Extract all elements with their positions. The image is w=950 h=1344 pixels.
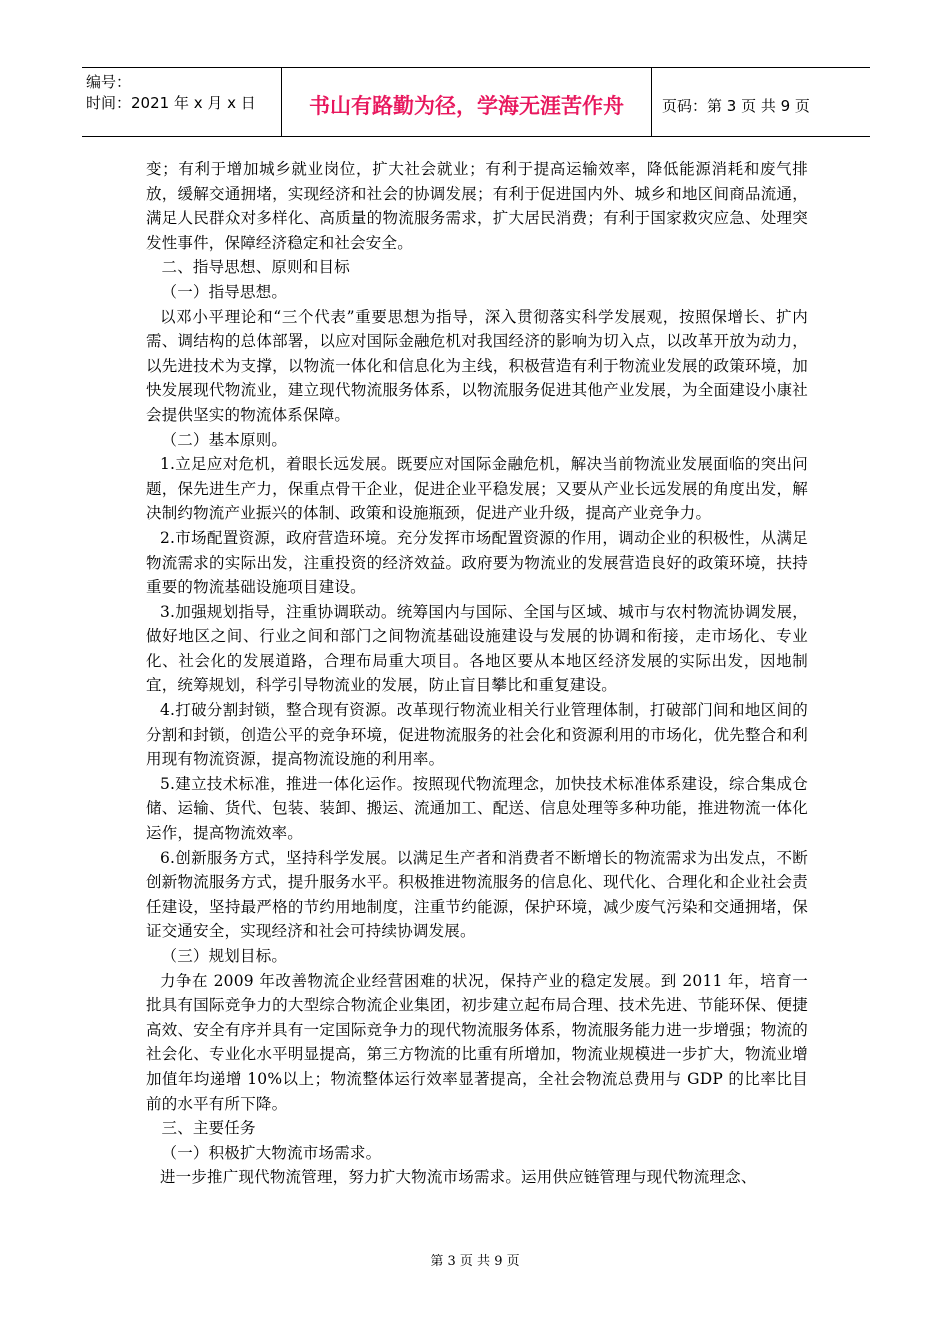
subsection-heading: （三）规划目标。 bbox=[161, 947, 288, 965]
page-footer: 第 3 页 共 9 页 bbox=[430, 1254, 520, 1269]
subsection-heading: （一）积极扩大物流市场需求。 bbox=[161, 1143, 382, 1162]
paragraph: 2.市场配置资源，政府营造环境。充分发挥市场配置资源的作用，调动企业的积极性，从满足物流需求的实际出发，注重投资的经济效益。政府要为物流业的发展营造良好的政策环境，扶持重要的物流基础设施项目建设。 bbox=[146, 528, 808, 597]
subsection-heading: （二）基本原则。 bbox=[161, 430, 288, 449]
section-heading: 二、指导思想、原则和目标 bbox=[161, 258, 350, 277]
paragraph: 3.加强规划指导，注重协调联动。统筹国内与国际、全国与区域、城市与农村物流协调发展，做好地区之间、行业之间和部门之间物流基础设施建设与发展的协调和衔接，走市场化、专业化、社会化的发展道路，合理布局重大项目。各地区要从本地区经济发展的实际出发，因地制宜，统筹规划，科学引导物流业的发展，防止盲目攀比和重复建设。 bbox=[146, 602, 808, 695]
document-date: 时间：2021 年 x 月 x 日 bbox=[86, 94, 256, 112]
paragraph: 6.创新服务方式，坚持科学发展。以满足生产者和消费者不断增长的物流需求为出发点，不断创新物流服务方式，提升服务水平。积极推进物流服务的信息化、现代化、合理化和企业社会责任建设，坚持最严格的节约用地制度，注重节约能源，保护环境，减少废气污染和交通拥堵，保证交通安全，实现经济和社会可持续协调发展。 bbox=[146, 848, 808, 941]
header-meta bbox=[82, 68, 282, 136]
document-body bbox=[146, 157, 808, 1190]
paragraph: 1.立足应对危机，着眼长远发展。既要应对国际金融危机，解决当前物流业发展面临的突出问题，保先进生产力，保重点骨干企业，促进企业平稳发展；又要从产业长远发展的角度出发，解决制约物流产业振兴的体制、政策和设施瓶颈，促进产业升级，提高产业竞争力。 bbox=[146, 455, 808, 523]
header-page-info: 页码：第 3 页 共 9 页 bbox=[662, 96, 810, 115]
section-heading: 三、主要任务 bbox=[161, 1119, 256, 1138]
paragraph: 力争在 2009 年改善物流企业经营困难的状况，保持产业的稳定发展。到 2011 年，培育一批具有国际竞争力的大型综合物流企业集团，初步建立起布局合理、技术先进、节能环保、便捷高效、安全有序并具有一定国际竞争力的现代物流服务体系，物流服务能力进一步增强；物流的社会化、专业化水平明显提高，第三方物流的比重有所增加，物流业规模进一步扩大，物流业增加值年均递增 10%以上；物流整体运行效率显著提高，全社会物流总费用与 GDP 的比率比目前的水平有所下降。 bbox=[146, 971, 808, 1113]
paragraph: 5.建立技术标准，推进一体化运作。按照现代物流理念，加快技术标准体系建设，综合集成仓储、运输、货代、包装、装卸、搬运、流通加工、配送、信息处理等多种功能，推进物流一体化运作，提高物流效率。 bbox=[146, 774, 808, 843]
paragraph: 进一步推广现代物流管理，努力扩大物流市场需求。运用供应链管理与现代物流理念、 bbox=[159, 1168, 757, 1187]
page-header bbox=[82, 67, 870, 137]
paragraph: 变；有利于增加城乡就业岗位，扩大社会就业；有利于提高运输效率，降低能源消耗和废气排放，缓解交通拥堵，实现经济和社会的协调发展；有利于促进国内外、城乡和地区间商品流通，满足人民群众对多样化、高质量的物流服务需求，扩大居民消费；有利于国家救灾应急、处理突发性事件，保障经济稳定和社会安全。 bbox=[146, 160, 808, 252]
paragraph: 以邓小平理论和“三个代表”重要思想为指导，深入贯彻落实科学发展观，按照保增长、扩内需、调结构的总体部署，以应对国际金融危机对我国经济的影响为切入点，以改革开放为动力，以先进技术为支撑，以物流一体化和信息化为主线，积极营造有利于物流业发展的政策环境，加快发展现代物流业，建立现代物流服务体系，以物流服务促进其他产业发展，为全面建设小康社会提供坚实的物流体系保障。 bbox=[146, 307, 808, 424]
document-number: 编号： bbox=[86, 73, 132, 91]
paragraph: 4.打破分割封锁，整合现有资源。改革现行物流业相关行业管理体制，打破部门间和地区间的分割和封锁，创造公平的竞争环境，促进物流服务的社会化和资源利用的市场化，优先整合和利用现有物流资源，提高物流设施的利用率。 bbox=[146, 701, 808, 769]
header-motto: 书山有路勤为径，学海无涯苦作舟 bbox=[282, 68, 652, 136]
subsection-heading: （一）指导思想。 bbox=[161, 282, 288, 301]
